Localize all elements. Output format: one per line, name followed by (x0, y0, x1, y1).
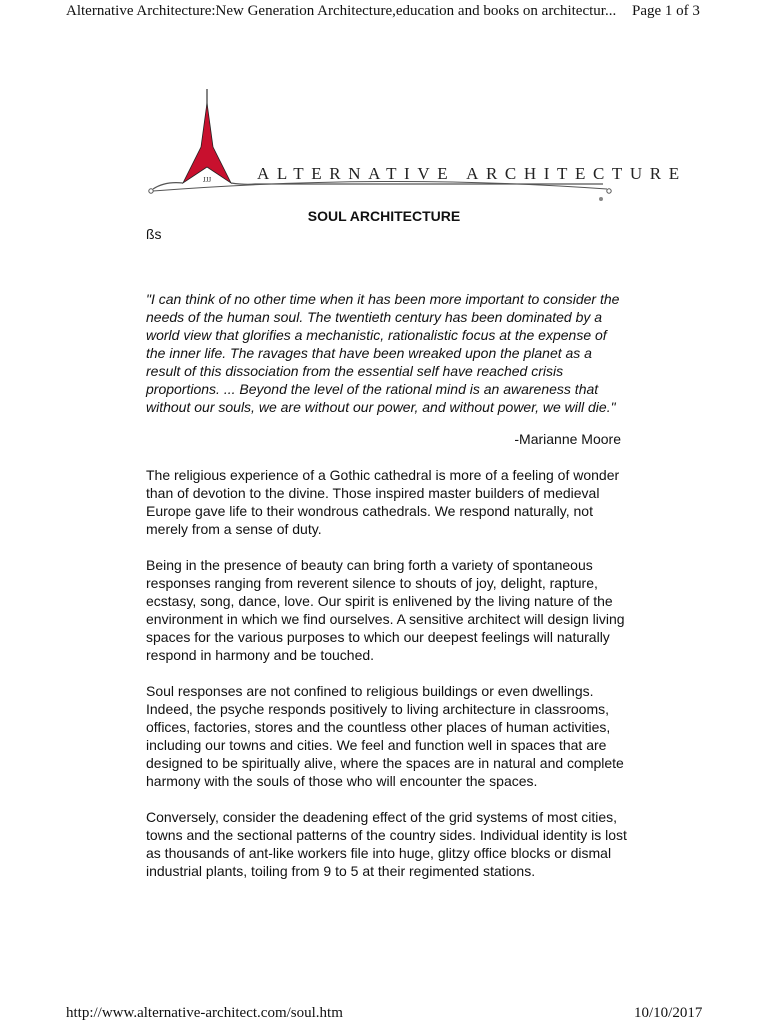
quote-attribution: -Marianne Moore (514, 431, 621, 447)
print-footer-date: 10/10/2017 (634, 1005, 703, 1021)
body-paragraph: The religious experience of a Gothic cathedral is more of a feeling of wonder than of devotion to the divine. Those inspired master builders of medieval Europe gave life to their wondrous cathedrals. We respond naturally, not merely from a sense of duty. (146, 467, 620, 537)
print-footer-url: http://www.alternative-architect.com/soul.htm (66, 1005, 343, 1021)
logo-wordmark: ALTERNATIVE ARCHITECTURE (257, 164, 687, 183)
logo-graphic (145, 85, 687, 205)
body-paragraph: Soul responses are not confined to religious buildings or even dwellings. Indeed, the psyche responds positively to living architecture in classrooms, offices, factories, stores and the countless other places of human activities, including our towns and cities. We feel and function well in spaces that are designed to be spiritually alive, where the spaces are in natural and complete harmony with the souls of those who will encounter the spaces. (146, 683, 624, 789)
print-footer (0, 1002, 768, 1024)
alternative-architecture-logo (145, 85, 687, 205)
article-body (146, 290, 628, 880)
stray-text: ßs (146, 226, 162, 242)
opening-quote: "I can think of no other time when it has been more important to consider the needs of the human soul. The twentieth century has been dominated by a world view that glorifies a mechanistic, rationalistic focus at the expense of the inner life. The ravages that have been wreaked upon the planet as a result of this dissociation from the essential self have reached crisis proportions. ... Beyond the level of the rational mind is an awareness that without our souls, we are without our power, and without power, we will die." (146, 291, 620, 415)
print-header (0, 0, 768, 22)
body-paragraph: Being in the presence of beauty can bring forth a variety of spontaneous responses ranging from reverent silence to shouts of joy, delight, rapture, ecstasy, song, dance, love. Our spirit is enlivened by the living nature of the environment in which we find ourselves. A sensitive architect will design living spaces for the various purposes to which our deepest feelings will naturally respond in harmony and be touched. (146, 557, 625, 663)
document-title: SOUL ARCHITECTURE (307, 208, 461, 224)
print-header-page-number: Page 1 of 3 (632, 3, 700, 19)
body-paragraph: Conversely, consider the deadening effect of the grid systems of most cities, towns and the sectional patterns of the country sides. Individual identity is lost as thousands of ant-like workers file into huge, glitzy office blocks or dismal industrial plants, toiling from 9 to 5 at their regimented stations. (146, 809, 627, 879)
print-header-title: Alternative Architecture:New Generation Architecture,education and books on architectur... (66, 3, 617, 19)
logo-monogram: JJJ (202, 176, 212, 184)
